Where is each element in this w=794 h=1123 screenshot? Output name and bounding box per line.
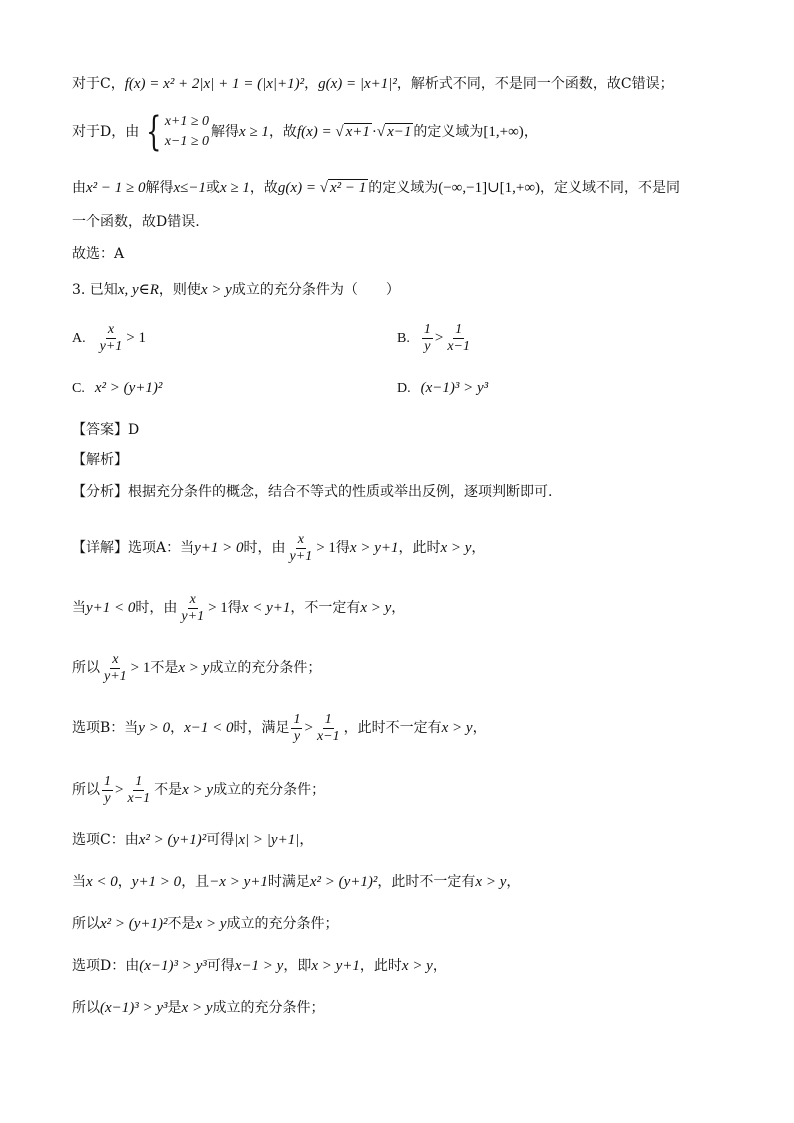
text: 时满足	[267, 874, 310, 890]
math-expression: x > y	[195, 916, 227, 932]
math-expression: >	[304, 720, 313, 736]
fraction: $\frac{x}{y+1}$	[181, 591, 205, 624]
math-expression: (x−1)³ > y³	[139, 958, 207, 974]
math-expression: x² > (y+1)²	[309, 874, 378, 890]
math-expression: |x| > |y+1|	[234, 832, 300, 848]
option-b	[397, 322, 474, 355]
math-expression: (x−1)³ > y³	[100, 1000, 168, 1016]
detail-c-3	[72, 914, 734, 934]
text: ，	[117, 874, 132, 890]
text-line-d3	[72, 212, 734, 232]
math-expression: x ≥ 1	[239, 124, 269, 140]
math-expression: g(x) =	[277, 180, 316, 196]
text: ，即	[283, 958, 312, 974]
text: 得	[335, 540, 350, 556]
math-expression: g(x) = |x+1|²	[318, 76, 397, 92]
text: 不是	[150, 660, 179, 676]
math-expression: −x > y+1	[209, 874, 268, 890]
text: 不是	[154, 782, 183, 798]
text: ，故	[249, 180, 278, 196]
text: 所以	[72, 1000, 100, 1016]
math-expression: >	[115, 782, 124, 798]
text: ，此时不一定有	[377, 874, 476, 890]
text: 选项C：由	[72, 832, 139, 848]
option-d	[397, 380, 488, 397]
answer-selection	[72, 244, 734, 264]
option-label: A.	[72, 330, 86, 346]
fraction: $\frac{1}{x-1}$	[127, 773, 151, 806]
text: 得	[227, 600, 242, 616]
text: 成立的充分条件；	[209, 660, 322, 676]
math-expression: x > y	[440, 540, 472, 556]
math-expression: x > y+1	[349, 540, 399, 556]
fraction: $\frac{x}{y+1}$	[104, 651, 127, 684]
option-a	[72, 322, 146, 355]
fraction: $\frac{1}{y}$	[293, 711, 301, 744]
option-label: C.	[72, 380, 85, 396]
detail-a-3	[72, 648, 734, 688]
text: 或	[206, 180, 221, 196]
dot: ·	[371, 124, 377, 140]
math-expression: y > 0	[138, 720, 171, 736]
text: ，	[170, 720, 185, 736]
text-line-d2	[72, 178, 734, 198]
detail-b-2	[72, 770, 734, 810]
math-expression: [1,+∞)	[483, 124, 524, 140]
text: ，不一定有	[290, 600, 361, 616]
text: ，	[432, 958, 447, 974]
text: ，定义域不同，不是同	[540, 180, 681, 196]
text: 时，由	[135, 600, 178, 616]
math-expression: (x−1)³ > y³	[420, 380, 489, 396]
analysis-summary	[72, 482, 734, 502]
math-expression: > 1	[208, 600, 228, 616]
text: 不是	[167, 916, 196, 932]
detail-a-2	[72, 588, 734, 628]
math-expression: f(x) =	[296, 124, 332, 140]
math-expression: x > y	[401, 958, 433, 974]
text: ，此时不一定有	[343, 720, 442, 736]
math-expression: x > y	[360, 600, 392, 616]
math-expression: x≤−1	[173, 180, 207, 196]
text: 可得	[206, 832, 235, 848]
option-label: D.	[397, 380, 411, 396]
analysis-tag	[72, 450, 734, 470]
fraction: $\frac{x}{y+1}$	[99, 322, 123, 354]
text: 故选：A	[72, 246, 125, 262]
question-3	[72, 280, 734, 300]
math-expression: y+1 > 0	[131, 874, 182, 890]
brace-icon: {	[146, 109, 162, 155]
text: 3. 已知	[72, 282, 118, 298]
text: 【答案】D	[72, 422, 140, 438]
math-expression: x < y+1	[241, 600, 291, 616]
text: 成立的充分条件；	[212, 1000, 325, 1016]
text: 是	[167, 1000, 182, 1016]
math-expression: x² − 1 ≥ 0	[86, 180, 146, 196]
text: ，	[523, 124, 538, 140]
text: ，解析式不同，不是同一个函数，故C错误；	[396, 76, 674, 92]
text: 时，满足	[233, 720, 290, 736]
fraction: $\frac{x}{y+1}$	[289, 531, 313, 564]
text: ，	[299, 832, 314, 848]
text: 当	[72, 874, 86, 890]
math-expression: f(x) = x² + 2|x| + 1 = (|x|+1)²	[124, 76, 305, 92]
math-expression: x > y	[200, 282, 232, 298]
math-expression: >	[434, 330, 444, 346]
text: 当	[72, 600, 86, 616]
system-line: x+1 ≥ 0	[164, 114, 210, 129]
math-expression: x < 0	[86, 874, 118, 890]
text: ，且	[181, 874, 210, 890]
math-expression: y+1 > 0	[194, 540, 244, 556]
math-expression: > 1	[126, 330, 147, 346]
text: 【详解】选项A：当	[72, 540, 195, 556]
text: 所以	[72, 916, 100, 932]
answer-tag	[72, 420, 734, 440]
math-expression: x > y	[178, 660, 210, 676]
text: 成立的充分条件；	[226, 916, 339, 932]
math-expression: x ≥ 1	[220, 180, 250, 196]
math-expression: x² > (y+1)²	[138, 832, 207, 848]
text: ，	[506, 874, 521, 890]
text: ，	[391, 600, 406, 616]
detail-d-2	[72, 998, 734, 1018]
text: 所以	[72, 660, 100, 676]
text: 对于D，由	[72, 124, 140, 140]
math-expression: x > y	[475, 874, 507, 890]
math-expression: x > y	[441, 720, 473, 736]
radical: √ x+1	[331, 124, 370, 140]
text: 解得	[211, 124, 240, 140]
radical: √ x² − 1	[315, 180, 367, 196]
fraction: $\frac{1}{y}$	[104, 773, 111, 806]
text: ，	[472, 720, 487, 736]
radical: √ x−1	[376, 124, 412, 140]
math-expression: x² > (y+1)²	[94, 380, 163, 396]
detail-c-1	[72, 830, 734, 850]
math-expression: > 1	[316, 540, 336, 556]
text: 时，由	[243, 540, 286, 556]
math-expression: x−1 > y	[234, 958, 284, 974]
text: 选项B：当	[72, 720, 139, 736]
math-expression: x, y∈R	[117, 282, 159, 298]
math-expression: y+1 < 0	[86, 600, 136, 616]
option-label: B.	[397, 330, 410, 346]
math-expression: x² > (y+1)²	[100, 916, 168, 932]
text: ，则使	[158, 282, 201, 298]
math-expression: (−∞,−1]∪[1,+∞)	[438, 180, 541, 196]
text: ，此时	[398, 540, 441, 556]
text-line-c: 对于C， f(x) = x² + 2|x| + 1 = (|x|+1)² ， g(x) = |x+1|² ，解析式不同，不是同一个函数，故C错误；	[72, 76, 674, 92]
fraction: $\frac{1}{y}$	[423, 322, 431, 354]
text: 所以	[72, 782, 100, 798]
text: 由	[72, 180, 86, 196]
system-line: x−1 ≥ 0	[164, 134, 210, 149]
math-expression: x−1 < 0	[184, 720, 234, 736]
fraction: $\frac{1}{x-1}$	[316, 711, 340, 744]
option-c	[72, 380, 162, 397]
math-expression: x > y+1	[311, 958, 360, 974]
text: 的定义域为	[413, 124, 484, 140]
math-expression: x > y	[181, 1000, 213, 1016]
text: ，此时	[359, 958, 402, 974]
text: 成立的充分条件为（ ）	[231, 282, 400, 298]
text: 成立的充分条件；	[213, 782, 326, 798]
text: 对于C，	[72, 76, 125, 92]
detail-b-1	[72, 708, 734, 748]
text: 的定义域为	[368, 180, 439, 196]
math-expression: > 1	[130, 660, 151, 676]
text: 选项D：由	[72, 958, 140, 974]
fraction: $\frac{1}{x-1}$	[447, 322, 470, 354]
text: 【分析】根据充分条件的概念，结合不等式的性质或举出反例，逐项判断即可.	[72, 484, 553, 500]
math-expression: x > y	[182, 782, 214, 798]
detail-d-1	[72, 956, 734, 976]
text: ，故	[268, 124, 297, 140]
inequality-system	[141, 109, 210, 155]
answer-options	[72, 322, 732, 412]
text: 解得	[145, 180, 174, 196]
text: 一个函数，故D错误.	[72, 214, 200, 230]
detail-a-1	[72, 528, 734, 568]
text: ，	[471, 540, 486, 556]
text: 可得	[206, 958, 235, 974]
text-line-d	[72, 110, 734, 154]
text: 【解析】	[72, 452, 128, 468]
detail-c-2	[72, 872, 734, 892]
